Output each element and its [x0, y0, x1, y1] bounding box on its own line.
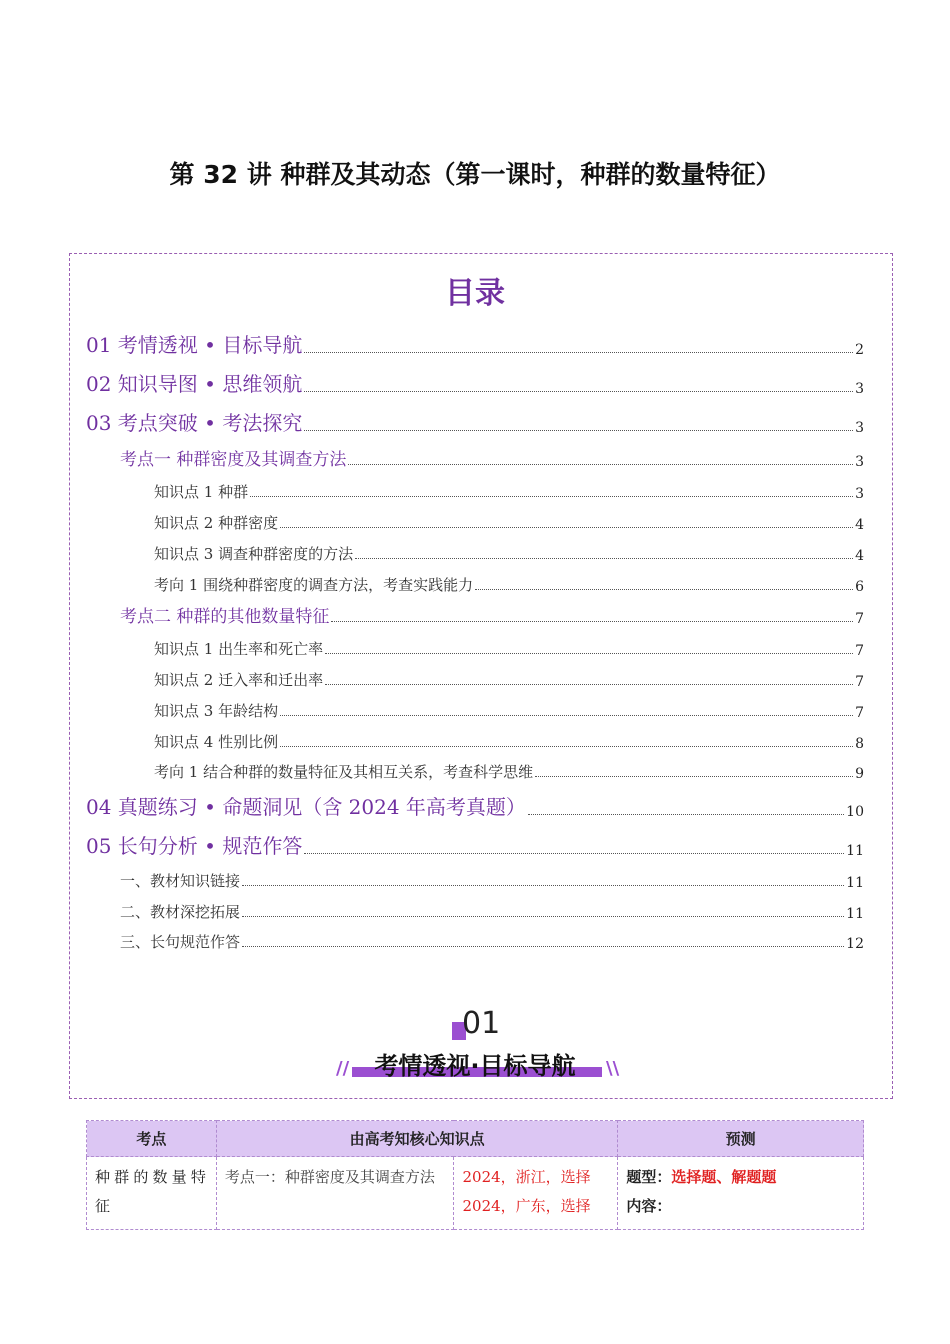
toc-entry-text: 二、教材深挖拓展	[120, 903, 241, 921]
toc-entry[interactable]	[154, 542, 864, 564]
toc-page: 11	[846, 843, 864, 859]
toc-entry[interactable]	[154, 668, 864, 690]
toc-page: 11	[846, 875, 864, 891]
toc-entry[interactable]	[154, 511, 864, 533]
toc-entry[interactable]	[154, 760, 864, 782]
toc-entry[interactable]	[86, 330, 864, 358]
toc-entry[interactable]	[154, 699, 864, 721]
toc-entry-text: 03 考点突破 • 考法探究	[86, 411, 303, 435]
toc-page: 7	[855, 674, 864, 690]
toc-heading: 目录	[445, 276, 505, 311]
toc-page: 11	[846, 906, 864, 922]
toc-entry-text: 知识点 3 调查种群密度的方法	[154, 545, 354, 563]
toc-page: 12	[846, 936, 864, 952]
toc-leader	[475, 588, 853, 590]
table-cell-knowledge: 考点一：种群密度及其调查方法	[216, 1157, 454, 1230]
toc-page: 8	[855, 736, 864, 752]
toc-page: 3	[855, 381, 864, 397]
exam-entry: 2024，浙江，选择	[462, 1168, 591, 1186]
toc-entry-text: 考向 1 围绕种群密度的调查方法，考查实践能力	[154, 576, 474, 594]
toc-entry-text: 知识点 3 年龄结构	[154, 702, 279, 720]
table-cell-prediction	[618, 1157, 864, 1230]
toc-leader	[355, 557, 853, 559]
table-cell-kaodian: 种群的数量特征	[87, 1157, 217, 1230]
table-header: 预测	[618, 1121, 864, 1157]
section-title: 考情透视·目标导航	[374, 1052, 576, 1080]
toc-entry-text: 知识点 2 迁入率和迁出率	[154, 671, 324, 689]
toc-leader	[242, 915, 844, 917]
toc-leader	[250, 495, 853, 497]
toc-leader	[242, 945, 844, 947]
toc-leader	[535, 775, 853, 777]
banner-slash-left: //	[336, 1058, 350, 1079]
table-header-row	[87, 1121, 864, 1157]
toc-page: 3	[855, 454, 864, 470]
toc-entry[interactable]	[120, 900, 864, 922]
toc-entry[interactable]	[86, 408, 864, 436]
prediction-content-label: 内容：	[626, 1197, 672, 1215]
toc-entry-text: 一、教材知识链接	[120, 872, 241, 890]
exam-analysis-table	[86, 1120, 864, 1230]
toc-page: 3	[855, 420, 864, 436]
toc-page: 4	[855, 548, 864, 564]
toc-leader	[304, 390, 853, 392]
toc-leader	[304, 429, 853, 431]
table-header: 考点	[87, 1121, 217, 1157]
toc-page: 3	[855, 486, 864, 502]
toc-leader	[331, 620, 853, 622]
banner-slash-right: \\	[606, 1058, 620, 1079]
toc-leader	[280, 714, 853, 716]
toc-entry[interactable]	[154, 637, 864, 659]
toc-entry[interactable]	[86, 831, 864, 859]
toc-entry[interactable]	[120, 603, 864, 627]
document-title: 第 32 讲 种群及其动态（第一课时，种群的数量特征）	[169, 160, 781, 189]
toc-entry[interactable]	[154, 480, 864, 502]
toc-page: 4	[855, 517, 864, 533]
toc-entry-text: 考向 1 结合种群的数量特征及其相互关系，考查科学思维	[154, 763, 534, 781]
toc-page: 9	[855, 766, 864, 782]
toc-leader	[304, 852, 844, 854]
toc-leader	[242, 884, 844, 886]
toc-entry-text: 知识点 2 种群密度	[154, 514, 279, 532]
toc-page: 7	[855, 643, 864, 659]
toc-leader	[325, 652, 853, 654]
toc-page: 6	[855, 579, 864, 595]
toc-entry-text: 考点一 种群密度及其调查方法	[120, 450, 347, 470]
toc-entry-text: 05 长句分析 • 规范作答	[86, 834, 303, 858]
toc-entry-text: 04 真题练习 • 命题洞见（含 2024 年高考真题）	[86, 795, 526, 819]
toc-entry[interactable]	[86, 792, 864, 820]
toc-page: 7	[855, 611, 864, 627]
toc-entry[interactable]	[120, 930, 864, 952]
toc-leader	[280, 745, 853, 747]
prediction-type-value: 选择题、解题题	[671, 1168, 777, 1186]
exam-entry: 2024，广东，选择	[462, 1197, 591, 1215]
toc-entry-text: 知识点 1 出生率和死亡率	[154, 640, 324, 658]
prediction-type-label: 题型：	[626, 1168, 672, 1186]
toc-entry-text: 知识点 4 性别比例	[154, 733, 279, 751]
toc-entry[interactable]	[86, 369, 864, 397]
toc-entry[interactable]	[120, 446, 864, 470]
toc-entry-text: 02 知识导图 • 思维领航	[86, 372, 303, 396]
toc-entry-text: 考点二 种群的其他数量特征	[120, 607, 330, 627]
toc-entry-text: 01 考情透视 • 目标导航	[86, 333, 303, 357]
toc-entry[interactable]	[154, 730, 864, 752]
table-row	[87, 1157, 864, 1230]
toc-leader	[348, 463, 853, 465]
section-number: 01	[462, 1006, 501, 1041]
toc-page: 7	[855, 705, 864, 721]
toc-entry-text: 三、长句规范作答	[120, 933, 241, 951]
toc-leader	[304, 351, 853, 353]
toc-page: 10	[846, 804, 864, 820]
table-header: 由高考知核心知识点	[216, 1121, 617, 1157]
toc-leader	[528, 813, 844, 815]
toc-entry[interactable]	[120, 869, 864, 891]
toc-entry[interactable]	[154, 573, 864, 595]
toc-leader	[280, 526, 853, 528]
toc-entry-text: 知识点 1 种群	[154, 483, 249, 501]
table-cell-exams	[454, 1157, 618, 1230]
toc-page: 2	[855, 342, 864, 358]
toc-leader	[325, 683, 853, 685]
